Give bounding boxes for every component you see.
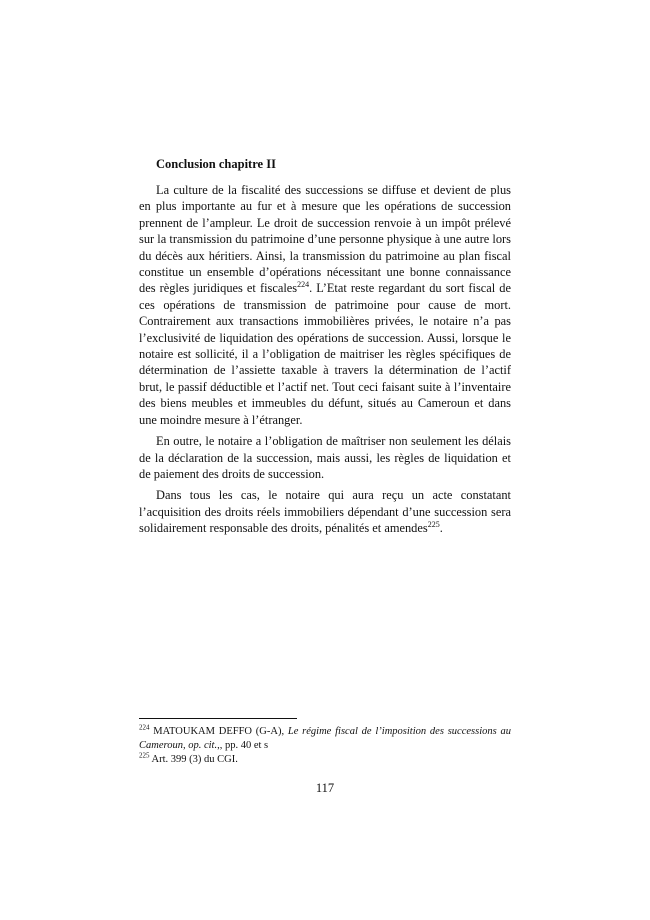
main-content <box>139 156 511 542</box>
footnote-ref-224[interactable]: 224 <box>297 280 310 290</box>
paragraph-3-text-after: . <box>439 521 443 536</box>
paragraph-1-text-before: La culture de la fiscalité des successions se diffuse et devient de plus en plus importante au fur et à mesure que les opérations de succession prennent de l’ampleur. Le droit de succession renvoie à un impôt prélevé sur la transmission du patrimoine d’une personne physique à une autre lors du décès aux héritiers. Ainsi, la transmission du patrimoine au plan fiscal constitue un ensemble d’opérations nécessitant une bonne connaissance des règles juridiques et fiscales <box>139 183 511 296</box>
footnote-224-rest: ,, pp. 40 et s <box>217 740 269 751</box>
footnote-225-text: Art. 399 (3) du CGI. <box>149 754 238 765</box>
paragraph-1-text-after: . L’Etat reste regardant du sort fiscal de ces opérations de transmission de patrimoine pour cause de mort. Contrairement aux transactions immobilières privées, le notaire n’a pas l’exclusivité de liquidation des opérations de succession. Aussi, lorsque le notaire est sollicité, il a l’obligation de maitriser les règles spécifiques de détermination de l’assiette taxable à travers la détermination de l’actif brut, le passif déductible et l’actif net. Tout ceci faisant suite à l’inventaire des biens meubles et immeubles du défunt, situés au Cameroun et dans une moindre mesure à l’étranger. <box>139 281 511 427</box>
footnote-224-author: MATOUKAM DEFFO (G-A), <box>149 726 288 737</box>
footnote-divider <box>139 718 297 719</box>
page-number: 117 <box>315 781 335 795</box>
footnote-224-title: Le régime fiscal de l’imposition des successions au Cameroun, op. cit. <box>139 726 512 751</box>
footnotes-area <box>139 718 511 767</box>
footnote-number-225: 225 <box>139 751 150 760</box>
footnote-ref-225[interactable]: 225 <box>427 520 440 529</box>
footnote-number-224: 224 <box>139 723 150 732</box>
paragraph-3 <box>139 487 511 536</box>
section-heading: Conclusion chapitre II <box>156 157 276 171</box>
footnote-225 <box>139 753 511 767</box>
paragraph-3-text-before: Dans tous les cas, le notaire qui aura reçu un acte constatant l’acquisition des droits réels immobiliers dépendant d’une succession sera solidairement responsable des droits, pénalités et amendes <box>139 488 511 536</box>
footnote-224 <box>139 725 511 753</box>
paragraph-1 <box>139 182 511 428</box>
paragraph-2: En outre, le notaire a l’obligation de maîtriser non seulement les délais de la déclaration de la succession, mais aussi, les règles de liquidation et de paiement des droits de succession. <box>139 434 511 481</box>
